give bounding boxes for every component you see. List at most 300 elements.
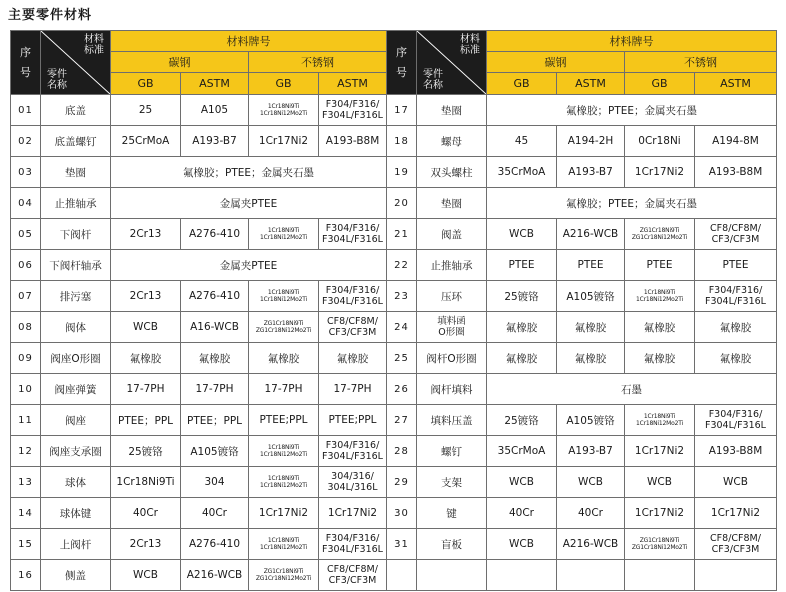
cell-text: 13 (18, 476, 33, 488)
table-cell (625, 405, 695, 436)
table-cell (181, 281, 249, 312)
table-cell (417, 498, 487, 529)
cell-text: 1Cr17Ni2 (634, 445, 685, 457)
table-cell (249, 95, 319, 126)
seq-header (11, 31, 41, 95)
table-cell (181, 219, 249, 250)
cell-text: 09 (18, 352, 33, 364)
table-cell (387, 312, 417, 343)
cell-text: 11 (18, 414, 33, 426)
cell-text: 40Cr (508, 507, 534, 519)
table-cell (111, 343, 181, 374)
cell-text: 阀杆填料 (430, 383, 473, 396)
table-cell (11, 467, 41, 498)
cell-text: 06 (18, 259, 33, 271)
table-cell (11, 529, 41, 560)
table-row (11, 95, 777, 126)
table-cell (11, 374, 41, 405)
cell-text: 1Cr18Ni12Mo2Ti (260, 296, 307, 303)
cell-text: F304/F316/ (325, 440, 380, 451)
cell-text: 石墨 (621, 383, 642, 396)
cell-text: CF3/CF3M (711, 544, 760, 555)
table-row (11, 250, 777, 281)
cell-text: 26 (394, 383, 409, 395)
table-cell (557, 405, 625, 436)
cell-text: F304/F316/ (708, 409, 763, 420)
table-cell (695, 219, 777, 250)
cell-text: 17-7PH (333, 383, 372, 395)
cell-text: 底盖 (65, 104, 86, 117)
cell-text: 氟橡胶 (574, 321, 607, 334)
table-cell (319, 467, 387, 498)
table-cell (487, 157, 557, 188)
cell-text: 止推轴承 (430, 259, 473, 272)
table-cell (695, 157, 777, 188)
table-cell (387, 560, 417, 591)
table-row (11, 374, 777, 405)
cell-text: PTEE (722, 259, 749, 271)
cell-text: PTEE;PPL (328, 414, 377, 426)
table-cell (417, 281, 487, 312)
table-cell (181, 312, 249, 343)
cell-text: 键 (446, 507, 457, 520)
cell-text: PTEE (577, 259, 604, 271)
table-cell (387, 374, 417, 405)
table-cell (249, 281, 319, 312)
cell-text: WCB (133, 569, 158, 581)
cell-text: 25镀铬 (504, 414, 539, 427)
table-cell (387, 436, 417, 467)
cell-text: 17 (394, 104, 409, 116)
cell-text: A276-410 (188, 290, 241, 302)
table-cell (181, 95, 249, 126)
table-cell (41, 312, 111, 343)
cell-text: F304/F316/ (708, 285, 763, 296)
table-cell (625, 281, 695, 312)
astm-header: ASTM (557, 73, 625, 95)
diag-header-bottom: 零件 名称 (423, 69, 443, 91)
cell-text: 上阀杆 (59, 538, 92, 551)
cell-text: 阀杆O形圈 (426, 352, 477, 365)
table-cell (11, 281, 41, 312)
cell-text: A105 (200, 104, 229, 116)
cell-text: CF8/CF8M/ (327, 564, 378, 575)
table-cell (557, 498, 625, 529)
stainless-steel-header: 不锈钢 (249, 52, 387, 73)
table-cell (181, 374, 249, 405)
cell-text: 25 (394, 352, 409, 364)
table-cell (11, 157, 41, 188)
table-cell (557, 250, 625, 281)
table-cell (417, 188, 487, 219)
cell-text: 氟橡胶 (505, 352, 538, 365)
material-grade-header: 材料牌号 (487, 31, 777, 52)
cell-text: 1Cr18Ni9Ti (267, 537, 300, 544)
cell-text: 1Cr18Ni12Mo2Ti (260, 234, 307, 241)
table-cell (557, 343, 625, 374)
table-cell (111, 250, 387, 281)
table-cell (487, 281, 557, 312)
cell-text: 1Cr17Ni2 (634, 166, 685, 178)
table-cell (41, 405, 111, 436)
cell-text: F304L/F316L (322, 544, 383, 555)
table-cell (417, 126, 487, 157)
cell-text: ZG1Cr18Ni12Mo2Ti (255, 327, 312, 334)
table-cell (625, 343, 695, 374)
table-cell (249, 498, 319, 529)
table-cell (557, 157, 625, 188)
cell-text: PTEE;PPL (259, 414, 308, 426)
cell-text: ZG1Cr18Ni9Ti (639, 227, 680, 234)
seq-header (387, 31, 417, 95)
table-cell (41, 560, 111, 591)
cell-text: A194-8M (712, 135, 759, 147)
cell-text: 1Cr18Ni9Ti (267, 289, 300, 296)
table-cell (111, 281, 181, 312)
diag-header (417, 31, 487, 95)
table-row (11, 312, 777, 343)
cell-text: WCB (509, 538, 534, 550)
cell-text: 氟橡胶 (643, 352, 676, 365)
table-cell (417, 343, 487, 374)
table-row (11, 436, 777, 467)
table-cell (487, 405, 557, 436)
table-cell (417, 467, 487, 498)
table-cell (387, 467, 417, 498)
table-cell (625, 250, 695, 281)
cell-text: 19 (394, 166, 409, 178)
table-cell (249, 219, 319, 250)
cell-text: 17-7PH (126, 383, 165, 395)
table-cell (111, 126, 181, 157)
diag-header-top: 材料 标准 (84, 34, 104, 56)
cell-text: 螺钉 (441, 445, 462, 458)
page-title: 主要零件材料 (8, 8, 93, 23)
cell-text: 氟橡胶；PTEE；金属夹石墨 (565, 197, 697, 210)
table-cell (111, 157, 387, 188)
table-cell (319, 405, 387, 436)
cell-text: 阀座 (65, 414, 86, 427)
cell-text: A16-WCB (190, 321, 239, 333)
table-cell (111, 188, 387, 219)
cell-text: 20 (394, 197, 409, 209)
cell-text: 31 (394, 538, 409, 550)
table-cell (625, 498, 695, 529)
cell-text: 氟橡胶 (719, 352, 752, 365)
table-cell (487, 126, 557, 157)
table-row (11, 188, 777, 219)
cell-text: 下阀杆 (59, 228, 92, 241)
table-cell (41, 436, 111, 467)
table-cell (487, 219, 557, 250)
cell-text: PTEE；PPL (117, 414, 174, 427)
cell-text: 40Cr (577, 507, 603, 519)
table-cell (557, 126, 625, 157)
table-cell (11, 312, 41, 343)
table-cell (11, 560, 41, 591)
table-cell (557, 529, 625, 560)
cell-text: 球体 (65, 476, 86, 489)
table-body (11, 95, 777, 591)
cell-text: 1Cr17Ni2 (258, 135, 309, 147)
cell-text: A216-WCB (186, 569, 243, 581)
table-cell (111, 436, 181, 467)
table-cell (387, 498, 417, 529)
cell-text: 双头螺柱 (430, 166, 473, 179)
table-cell (487, 436, 557, 467)
cell-text: CF8/CF8M/ (710, 533, 761, 544)
cell-text: 45 (514, 135, 529, 147)
cell-text: 1Cr18Ni12Mo2Ti (260, 544, 307, 551)
cell-text: 止推轴承 (54, 197, 97, 210)
cell-text: A105镀铬 (566, 290, 615, 303)
table-cell (417, 95, 487, 126)
table-cell (181, 126, 249, 157)
cell-text: A193-B8M (325, 135, 380, 147)
cell-text: PTEE (646, 259, 673, 271)
cell-text: ZG1Cr18Ni12Mo2Ti (631, 234, 688, 241)
table-cell (487, 250, 557, 281)
carbon-steel-header: 碳钢 (487, 52, 625, 73)
astm-header: ASTM (695, 73, 777, 95)
table-cell (387, 529, 417, 560)
diag-header-bottom: 零件 名称 (47, 69, 67, 91)
table-cell (387, 281, 417, 312)
table-cell (557, 436, 625, 467)
cell-text: WCB (133, 321, 158, 333)
table-cell (319, 498, 387, 529)
table-cell (695, 312, 777, 343)
cell-text: 1Cr18Ni12Mo2Ti (260, 110, 307, 117)
table-cell (41, 467, 111, 498)
cell-text: 2Cr13 (129, 290, 162, 302)
table-cell (41, 219, 111, 250)
cell-text: F304/F316/ (325, 99, 380, 110)
table-cell (41, 343, 111, 374)
table-row (11, 219, 777, 250)
cell-text: 02 (18, 135, 33, 147)
table-cell (387, 126, 417, 157)
table-cell (417, 405, 487, 436)
table-cell (319, 529, 387, 560)
cell-text: A193-B8M (708, 445, 763, 457)
table-cell (319, 560, 387, 591)
table-cell (181, 343, 249, 374)
cell-text: 垫圈 (441, 197, 462, 210)
cell-text: PTEE；PPL (186, 414, 243, 427)
table-cell (319, 374, 387, 405)
cell-text: ZG1Cr18Ni9Ti (263, 320, 304, 327)
table-cell (319, 343, 387, 374)
table-cell (625, 126, 695, 157)
cell-text: A216-WCB (562, 538, 619, 550)
table-cell (487, 374, 777, 405)
table-cell (417, 250, 487, 281)
table-cell (11, 219, 41, 250)
cell-text: 垫圈 (65, 166, 86, 179)
table-row (11, 126, 777, 157)
table-cell (557, 467, 625, 498)
table-cell (695, 529, 777, 560)
table-cell (387, 219, 417, 250)
cell-text: A105镀铬 (190, 445, 239, 458)
cell-text: 阀座支承圈 (49, 445, 102, 458)
diag-header-top: 材料 标准 (460, 34, 480, 56)
cell-text: 侧盖 (65, 569, 86, 582)
table-cell (487, 467, 557, 498)
cell-text: 氟橡胶 (643, 321, 676, 334)
table-cell (557, 281, 625, 312)
cell-text: 304 (204, 476, 225, 488)
material-grade-header: 材料牌号 (111, 31, 387, 52)
cell-text: F304L/F316L (705, 296, 766, 307)
cell-text: 1Cr18Ni9Ti (267, 475, 300, 482)
table-cell (625, 219, 695, 250)
cell-text: A276-410 (188, 228, 241, 240)
gb-header: GB (111, 73, 181, 95)
cell-text: 1Cr18Ni9Ti (643, 413, 676, 420)
cell-text: ZG1Cr18Ni9Ti (263, 568, 304, 575)
table-header (11, 31, 777, 95)
table-cell (181, 560, 249, 591)
cell-text: 阀座O形圈 (50, 352, 101, 365)
cell-text: 2Cr13 (129, 228, 162, 240)
stainless-steel-header: 不锈钢 (625, 52, 777, 73)
cell-text: A216-WCB (562, 228, 619, 240)
table-cell (41, 95, 111, 126)
cell-text: 阀盖 (441, 228, 462, 241)
cell-text: 氟橡胶 (505, 321, 538, 334)
cell-text: 304L/316L (327, 482, 378, 493)
cell-text: 22 (394, 259, 409, 271)
table-cell (695, 126, 777, 157)
table-cell (111, 374, 181, 405)
table-cell (625, 312, 695, 343)
table-cell (111, 498, 181, 529)
cell-text: 1Cr18Ni9Ti (116, 476, 175, 488)
table-cell (625, 560, 695, 591)
table-cell (249, 560, 319, 591)
cell-text: 29 (394, 476, 409, 488)
cell-text: 01 (18, 104, 33, 116)
cell-text: 40Cr (132, 507, 158, 519)
cell-text: 垫圈 (441, 104, 462, 117)
table-cell (41, 374, 111, 405)
table-cell (319, 219, 387, 250)
table-cell (11, 95, 41, 126)
cell-text: ZG1Cr18Ni9Ti (639, 537, 680, 544)
table-cell (181, 436, 249, 467)
cell-text: 1Cr17Ni2 (710, 507, 761, 519)
table-cell (387, 250, 417, 281)
table-cell (487, 188, 777, 219)
cell-text: WCB (578, 476, 603, 488)
table-cell (249, 467, 319, 498)
table-cell (487, 498, 557, 529)
cell-text: 1Cr18Ni12Mo2Ti (260, 451, 307, 458)
cell-text: 氟橡胶；PTEE；金属夹石墨 (565, 104, 697, 117)
cell-text: PTEE (508, 259, 535, 271)
table-cell (249, 529, 319, 560)
cell-text: A193-B7 (192, 135, 237, 147)
table-cell (11, 343, 41, 374)
table-cell (41, 281, 111, 312)
cell-text: 2Cr13 (129, 538, 162, 550)
seq-header-top: 序 (396, 45, 407, 59)
table-cell (557, 219, 625, 250)
cell-text: 15 (18, 538, 33, 550)
table-cell (557, 560, 625, 591)
cell-text: A276-410 (188, 538, 241, 550)
cell-text: 氟橡胶 (198, 352, 231, 365)
carbon-steel-header: 碳钢 (111, 52, 249, 73)
cell-text: 1Cr18Ni12Mo2Ti (260, 482, 307, 489)
table-cell (695, 343, 777, 374)
cell-text: 304/316/ (331, 471, 374, 482)
cell-text: 03 (18, 166, 33, 178)
table-cell (417, 374, 487, 405)
cell-text: F304/F316/ (325, 223, 380, 234)
cell-text: 1Cr18Ni9Ti (643, 289, 676, 296)
table-cell (41, 498, 111, 529)
table-cell (11, 188, 41, 219)
table-cell (625, 467, 695, 498)
cell-text: 1Cr18Ni9Ti (267, 444, 300, 451)
cell-text: F304L/F316L (322, 296, 383, 307)
cell-text: 28 (394, 445, 409, 457)
table-cell (319, 436, 387, 467)
table-cell (417, 560, 487, 591)
table-cell (695, 250, 777, 281)
cell-text: WCB (723, 476, 748, 488)
table-cell (319, 312, 387, 343)
cell-text: F304/F316/ (325, 285, 380, 296)
cell-text: 下阀杆轴承 (49, 259, 102, 272)
table-cell (111, 219, 181, 250)
cell-text: 1Cr18Ni9Ti (267, 103, 300, 110)
materials-table-wrapper (10, 30, 777, 591)
table-cell (11, 250, 41, 281)
cell-text: 04 (18, 197, 33, 209)
cell-text: F304L/F316L (322, 234, 383, 245)
table-cell (625, 436, 695, 467)
table-row (11, 467, 777, 498)
cell-text: 球体键 (59, 507, 92, 520)
table-cell (417, 219, 487, 250)
table-cell (249, 126, 319, 157)
cell-text: 压环 (441, 290, 462, 303)
cell-text: 10 (18, 383, 33, 395)
table-cell (695, 436, 777, 467)
table-cell (249, 374, 319, 405)
cell-text: 25镀铬 (128, 445, 163, 458)
cell-text: 23 (394, 290, 409, 302)
table-cell (487, 343, 557, 374)
table-cell (487, 95, 777, 126)
cell-text: 08 (18, 321, 33, 333)
table-cell (625, 529, 695, 560)
table-cell (249, 312, 319, 343)
table-cell (111, 560, 181, 591)
cell-text: 21 (394, 228, 409, 240)
table-cell (487, 529, 557, 560)
cell-text: CF3/CF3M (328, 575, 377, 586)
cell-text: 氟橡胶；PTEE；金属夹石墨 (182, 166, 314, 179)
cell-text: CF8/CF8M/ (327, 316, 378, 327)
astm-header: ASTM (319, 73, 387, 95)
table-cell (695, 498, 777, 529)
table-cell (111, 405, 181, 436)
